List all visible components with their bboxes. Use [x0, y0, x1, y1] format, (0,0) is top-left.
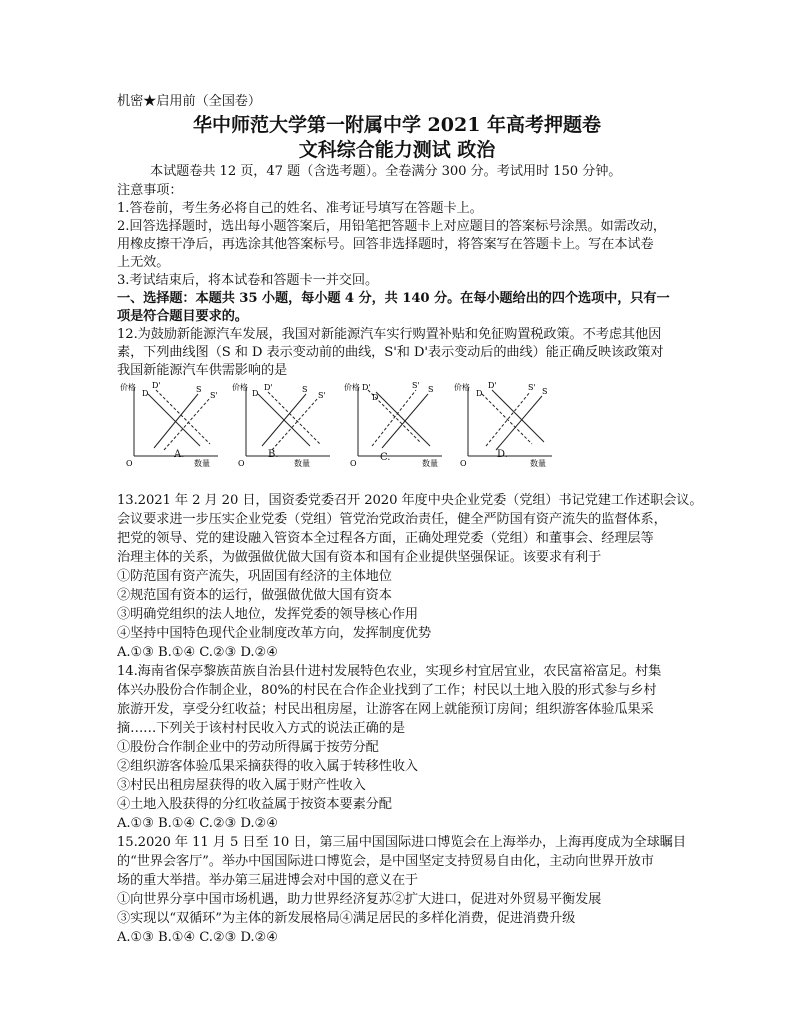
axis-label-price: 价格	[232, 383, 248, 392]
notes-heading: 注意事项：	[117, 183, 183, 198]
q13-option: ④坚持中国特色现代企业制度改革方向，发挥制度优势	[117, 626, 432, 641]
curve-label-d-prime: D'	[362, 383, 371, 392]
exam-title: 华中师范大学第一附属中学 2021 年高考押题卷	[192, 114, 602, 136]
axis-label-quantity: 数量	[294, 459, 310, 468]
q13-option: ①防范国有资产流失，巩固国有经济的主体地位	[117, 569, 392, 584]
graph-c-label: C.	[380, 452, 391, 463]
curve-label-s-prime: S'	[528, 383, 536, 392]
graph-b	[230, 374, 342, 468]
graph-a-label: A.	[174, 449, 185, 460]
q14-option: ①股份合作制企业中的劳动所得属于按劳分配	[117, 740, 379, 755]
curve-label-d-prime: D'	[488, 381, 497, 390]
graph-c	[342, 374, 454, 468]
q12-stem-line: 12.为鼓励新能源汽车发展，我国对新能源汽车实行购置补贴和免征购置税政策。不考虑其他因	[117, 327, 662, 342]
q14-option: ②组织游客体验瓜果采摘获得的收入属于转移性收入	[117, 759, 419, 774]
q14-line: 旅游开发，享受分红收益；村民出租房屋，让游客在网上就能预订房间；组织游客体验瓜果采	[117, 702, 654, 717]
curve-label-s-prime: S'	[318, 391, 326, 400]
curve-label-s-prime: S'	[210, 391, 218, 400]
q13-option: ③明确党组织的法人地位，发挥党委的领导核心作用	[117, 607, 419, 622]
graph-b-label: B.	[268, 449, 279, 460]
graph-d-label: D.	[497, 449, 508, 460]
axis-label-price: 价格	[344, 383, 360, 392]
q13-line: 13.2021 年 2 月 20 日，国资委党委召开 2020 年度中央企业党委（党组）书记党建工作述职会议。	[117, 493, 703, 508]
graph-d	[452, 374, 564, 468]
q15-line: 15.2020 年 11 月 5 日至 10 日，第三届中国国际进口博览会在上海举办，上海再度成为全球瞩目	[117, 835, 686, 850]
axis-label-quantity: 数量	[530, 459, 546, 468]
q15-option: ①向世界分享中国市场机遇，助力世界经济复苏②扩大进口，促进对外贸易平衡发展	[117, 892, 602, 907]
q14-line: 摘……下列关于该村村民收入方式的说法正确的是	[117, 721, 405, 736]
curve-label-d-prime: D'	[152, 381, 161, 390]
q12-stem-line: 我国新能源汽车供需影响的是	[117, 363, 288, 378]
q14-option: ④土地入股获得的分红收益属于按资本要素分配	[117, 797, 392, 812]
curve-label-d: D	[142, 389, 149, 398]
curve-label-d: D	[372, 393, 379, 402]
curve-label-s: S	[542, 387, 548, 396]
curve-label-s-prime: S'	[412, 381, 420, 390]
axis-origin: O	[126, 459, 133, 468]
axis-origin: O	[238, 459, 245, 468]
axis-label-quantity: 数量	[422, 459, 438, 468]
q14-option: ③村民出租房屋获得的收入属于财产性收入	[117, 778, 366, 793]
note-item: 上无效。	[117, 255, 170, 270]
exam-info: 本试题卷共 12 页，47 题（含选考题）。全卷满分 300 分。考试用时 150 分钟。	[150, 164, 622, 179]
q15-line: 场的重大举措。举办第三届进博会对中国的意义在于	[117, 873, 419, 888]
exam-subtitle: 文科综合能力测试 政治	[298, 139, 496, 161]
q12-stem-line: 素，下列曲线图（S 和 D 表示变动前的曲线，S'和 D'表示变动后的曲线）能正确反映该政策对	[117, 345, 664, 360]
curve-label-d-prime: D'	[264, 383, 273, 392]
q13-line: 会议要求进一步压实企业党委（党组）管党治党政治责任，健全严防国有资产流失的监督体系，	[117, 512, 667, 527]
q13-line: 治理主体的关系，为做强做优做大国有资本和国有企业提供坚强保证。该要求有利于	[117, 550, 602, 565]
note-item: 2.回答选择题时，选出每小题答案后，用铅笔把答题卡上对应题目的答案标号涂黑。如需改动，	[117, 219, 666, 234]
q15-option: ③实现以“双循环”为主体的新发展格局④满足居民的多样化消费，促进消费升级	[117, 911, 576, 926]
q13-option: ②规范国有资本的运行，做强做优做大国有资本	[117, 588, 392, 603]
q13-choices: A.①③ B.①④ C.②③ D.②④	[117, 645, 278, 660]
curve-label-s: S	[196, 385, 202, 394]
section-heading-line1: 一、选择题：本题共 35 小题，每小题 4 分，共 140 分。在每小题给出的四个选项中，只有一	[117, 291, 670, 306]
axis-label-quantity: 数量	[194, 459, 210, 468]
q14-line: 14.海南省保亭黎族苗族自治县什进村发展特色农业，实现乡村宜居宜业，农民富裕富足。村集	[117, 664, 662, 679]
q13-line: 把党的领导、党的建设融入管资本全过程各方面，正确处理党委（党组）和董事会、经理层等	[117, 531, 654, 546]
axis-label-price: 价格	[120, 383, 136, 392]
curve-label-s: S	[302, 385, 308, 394]
q15-choices: A.①③ B.①④ C.②③ D.②④	[117, 930, 278, 945]
axis-label-price: 价格	[454, 383, 470, 392]
q15-line: 的“世界会客厅”。举办中国国际进口博览会，是中国坚定支持贸易自由化，主动向世界开放市	[117, 854, 654, 869]
note-item: 用橡皮擦干净后，再选涂其他答案标号。回答非选择题时，将答案写在答题卡上。写在本试卷	[117, 237, 654, 252]
axis-origin: O	[350, 459, 357, 468]
q14-choices: A.①③ B.①④ C.②③ D.②④	[117, 816, 278, 831]
secret-label: 机密★启用前（全国卷）	[117, 94, 261, 109]
note-item: 1.答卷前，考生务必将自己的姓名、准考证号填写在答题卡上。	[117, 201, 483, 216]
section-heading-line2: 项是符合题目要求的。	[117, 309, 248, 324]
q14-line: 体兴办股份合作制企业，80%的村民在合作企业找到了工作；村民以土地入股的形式参与乡村	[117, 683, 657, 698]
note-item: 3.考试结束后，将本试卷和答题卡一并交回。	[117, 273, 379, 288]
axis-origin: O	[460, 459, 467, 468]
curve-label-d: D	[252, 389, 259, 398]
curve-label-s: S	[428, 385, 434, 394]
curve-label-d: D	[476, 389, 483, 398]
